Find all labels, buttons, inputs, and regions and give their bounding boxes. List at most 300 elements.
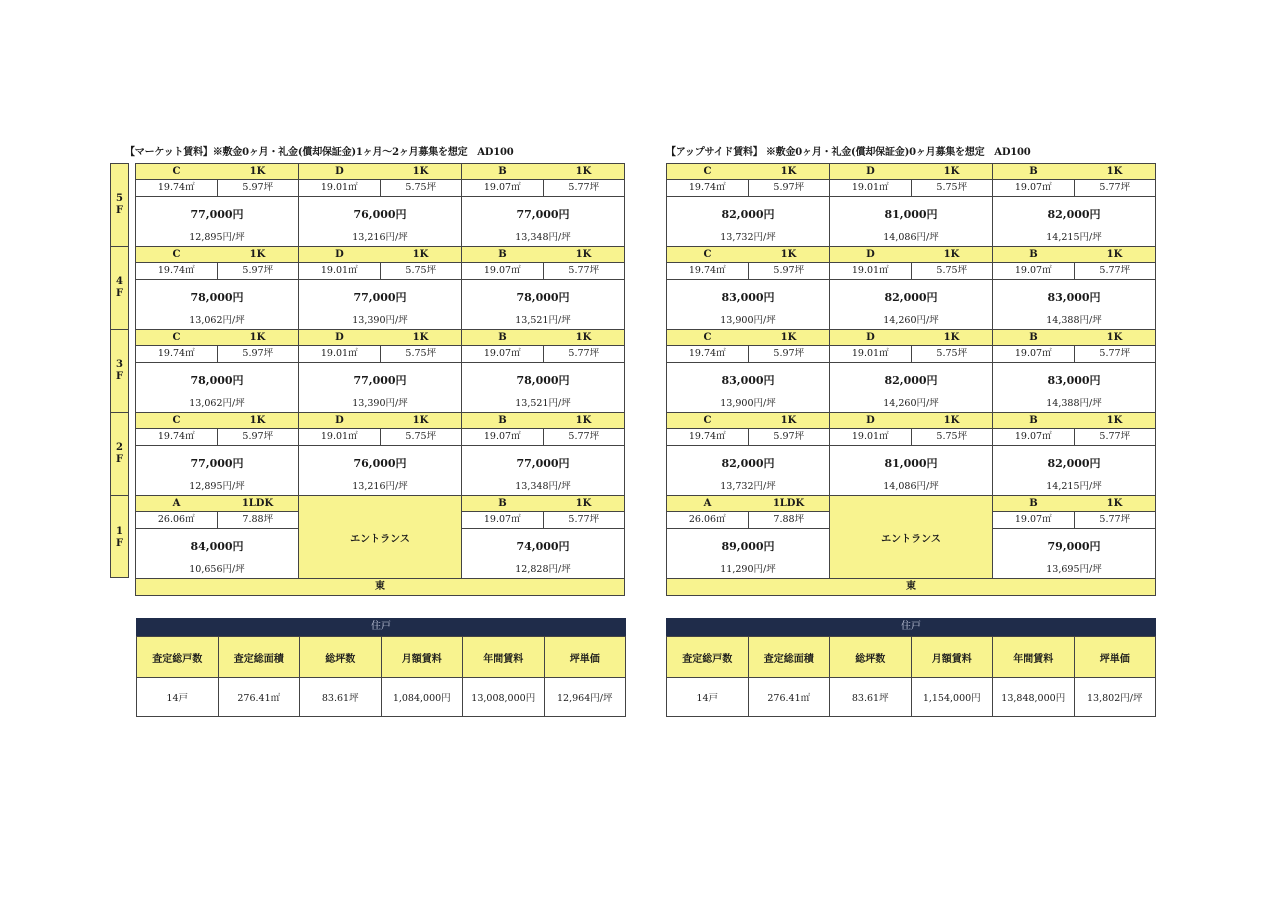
unit-rent-body [993,446,1155,495]
unit-size-row [993,180,1155,197]
summary-table [666,636,1156,717]
market-summary [136,618,626,717]
unit-rent: 76,000円 [353,457,407,470]
unit-rent: 82,000円 [1047,208,1101,221]
unit-area-sqm: 19.07㎡ [993,346,1075,362]
unit-layout: 1K [943,166,960,177]
unit-area-tsubo: 5.75坪 [405,182,437,193]
unit-area-sqm: 19.74㎡ [136,429,218,445]
unit-header [993,496,1155,512]
unit-rent-body [830,446,992,495]
unit-rent: 82,000円 [721,208,775,221]
unit-area-sqm: 19.07㎡ [462,180,544,196]
unit-layout: 1K [575,498,592,509]
unit-header [462,164,624,180]
unit-header [667,330,829,346]
upside-floor-rows [666,163,1156,596]
unit-layout: 1K [249,166,266,177]
unit-size-row [462,429,624,446]
unit-area-sqm: 19.07㎡ [462,512,544,528]
unit-area-tsubo: 5.77坪 [1099,265,1131,276]
unit-rent-per-tsubo: 12,828円/坪 [515,564,571,575]
unit-layout: 1K [249,249,266,260]
unit-rent: 82,000円 [721,457,775,470]
unit-rent-body [136,446,298,495]
unit-cell [830,330,993,412]
unit-rent: 81,000円 [884,457,938,470]
unit-type: B [498,332,507,343]
unit-rent-body [136,363,298,412]
unit-size-row [667,429,829,446]
unit-rent-per-tsubo: 13,900円/坪 [720,398,776,409]
unit-header [830,247,992,263]
summary-value-row [667,678,1156,717]
unit-header [462,247,624,263]
unit-cell [299,164,462,246]
market-rent-panel [110,145,602,592]
unit-rent-body [830,197,992,246]
unit-cell [993,164,1156,246]
unit-area-sqm: 19.74㎡ [136,263,218,279]
summary-header: 住戸 [666,618,1156,636]
unit-header [993,413,1155,429]
unit-layout: 1K [575,166,592,177]
unit-rent-per-tsubo: 13,695円/坪 [1046,564,1102,575]
unit-type: D [866,249,875,260]
unit-rent-per-tsubo: 13,900円/坪 [720,315,776,326]
unit-rent-per-tsubo: 14,086円/坪 [883,481,939,492]
unit-header [136,164,298,180]
summary-value: 83.61坪 [300,678,382,717]
unit-type: D [866,166,875,177]
unit-area-tsubo: 5.97坪 [773,182,805,193]
unit-rent-body [830,363,992,412]
unit-rent-per-tsubo: 14,215円/坪 [1046,232,1102,243]
summary-value: 1,154,000円 [911,678,993,717]
unit-rent-body [667,280,829,329]
unit-area-tsubo: 5.77坪 [1099,348,1131,359]
unit-rent-body [462,446,624,495]
unit-rent-body [993,529,1155,578]
unit-rent-body [462,363,624,412]
unit-header [667,247,829,263]
unit-rent-per-tsubo: 14,215円/坪 [1046,481,1102,492]
unit-type: B [498,249,507,260]
summary-column-header: 査定総面積 [218,637,300,678]
unit-type: D [335,415,344,426]
floor-row [135,495,625,578]
unit-area-tsubo: 5.75坪 [936,348,968,359]
unit-layout: 1K [575,415,592,426]
unit-area-sqm: 19.74㎡ [667,429,749,445]
floor-label: 5 F [111,164,128,247]
unit-rent-per-tsubo: 12,895円/坪 [189,481,245,492]
summary-value: 14戸 [667,678,749,717]
unit-layout: 1K [943,249,960,260]
floor-label: 3 F [111,330,128,413]
unit-rent-body [462,197,624,246]
unit-area-tsubo: 5.77坪 [1099,431,1131,442]
summary-header-row [137,637,626,678]
unit-rent-body [299,363,461,412]
unit-area-sqm: 19.01㎡ [299,429,381,445]
unit-area-sqm: 19.07㎡ [993,512,1075,528]
unit-size-row [993,263,1155,280]
unit-layout: 1K [412,415,429,426]
unit-layout: 1K [943,332,960,343]
unit-rent: 77,000円 [190,208,244,221]
unit-area-tsubo: 5.75坪 [405,265,437,276]
unit-cell [136,330,299,412]
market-floor-rows [135,163,625,596]
unit-rent: 78,000円 [190,374,244,387]
upside-rent-heading: 【アップサイド賃料】 ※敷金0ヶ月・礼金(償却保証金)0ヶ月募集を想定 AD100 [666,147,1031,158]
floor-row [666,246,1156,329]
unit-area-sqm: 19.74㎡ [136,180,218,196]
unit-size-row [462,180,624,197]
unit-area-tsubo: 5.75坪 [405,431,437,442]
summary-column-header: 査定総戸数 [667,637,749,678]
unit-rent-per-tsubo: 13,062円/坪 [189,315,245,326]
unit-layout: 1K [1106,166,1123,177]
floor-label-column [110,163,129,578]
unit-cell [299,330,462,412]
unit-cell [667,247,830,329]
unit-header [299,330,461,346]
unit-area-tsubo: 5.97坪 [242,182,274,193]
unit-size-row [299,180,461,197]
unit-type: C [172,166,181,177]
entrance-block: エントランス [299,496,462,578]
unit-size-row [462,512,624,529]
unit-area-tsubo: 5.77坪 [568,348,600,359]
unit-cell [462,330,625,412]
summary-value: 13,848,000円 [993,678,1075,717]
unit-area-sqm: 19.01㎡ [830,429,912,445]
unit-type: B [1029,415,1038,426]
summary-column-header: 年間賃料 [463,637,545,678]
unit-area-sqm: 19.01㎡ [830,180,912,196]
unit-rent: 83,000円 [1047,374,1101,387]
unit-cell [136,164,299,246]
east-label: 東 [666,578,1156,596]
unit-type: D [335,332,344,343]
unit-header [299,164,461,180]
unit-type: C [703,166,712,177]
unit-rent: 82,000円 [884,291,938,304]
unit-layout: 1K [575,332,592,343]
unit-size-row [830,429,992,446]
floor-row [135,246,625,329]
unit-header [667,164,829,180]
summary-column-header: 総坪数 [300,637,382,678]
unit-rent: 77,000円 [353,291,407,304]
unit-rent-body [299,197,461,246]
summary-value: 83.61坪 [830,678,912,717]
summary-value: 276.41㎡ [748,678,830,717]
unit-size-row [462,346,624,363]
unit-layout: 1K [780,166,797,177]
summary-column-header: 月額賃料 [911,637,993,678]
unit-size-row [136,512,298,529]
unit-rent-per-tsubo: 14,086円/坪 [883,232,939,243]
unit-area-sqm: 19.74㎡ [667,263,749,279]
floor-row [135,412,625,495]
unit-type: A [172,498,181,509]
unit-size-row [299,429,461,446]
unit-area-tsubo: 5.77坪 [568,514,600,525]
unit-area-sqm: 19.07㎡ [462,429,544,445]
unit-layout: 1K [1106,415,1123,426]
unit-header [830,330,992,346]
unit-area-sqm: 19.07㎡ [993,180,1075,196]
unit-area-tsubo: 5.75坪 [936,265,968,276]
unit-area-sqm: 19.74㎡ [667,346,749,362]
summary-header: 住戸 [136,618,626,636]
unit-type: C [703,249,712,260]
unit-rent-body [830,280,992,329]
summary-column-header: 総坪数 [830,637,912,678]
unit-area-tsubo: 5.77坪 [1099,182,1131,193]
unit-size-row [299,346,461,363]
unit-rent-per-tsubo: 14,388円/坪 [1046,315,1102,326]
unit-rent-body [993,280,1155,329]
unit-rent-body [667,363,829,412]
unit-rent-per-tsubo: 13,732円/坪 [720,232,776,243]
summary-column-header: 坪単価 [544,637,626,678]
unit-layout: 1K [1106,498,1123,509]
unit-rent-per-tsubo: 13,521円/坪 [515,315,571,326]
unit-rent-body [462,280,624,329]
floor-label: 1 F [115,525,124,549]
unit-rent-per-tsubo: 13,062円/坪 [189,398,245,409]
unit-area-sqm: 19.01㎡ [299,180,381,196]
unit-size-row [667,346,829,363]
unit-layout: 1K [780,415,797,426]
unit-size-row [830,263,992,280]
upside-summary [666,618,1156,717]
unit-header [993,247,1155,263]
unit-rent-per-tsubo: 13,390円/坪 [352,315,408,326]
unit-type: A [703,498,712,509]
unit-layout: 1K [1106,332,1123,343]
summary-column-header: 年間賃料 [993,637,1075,678]
unit-type: C [172,332,181,343]
unit-size-row [993,429,1155,446]
unit-size-row [667,180,829,197]
unit-rent: 83,000円 [721,374,775,387]
unit-type: B [498,415,507,426]
unit-area-sqm: 19.07㎡ [993,429,1075,445]
summary-value: 13,802円/坪 [1074,678,1156,717]
unit-size-row [136,346,298,363]
unit-layout: 1K [575,249,592,260]
unit-type: D [335,249,344,260]
unit-cell [667,413,830,495]
unit-size-row [830,180,992,197]
unit-header [462,330,624,346]
unit-header [299,413,461,429]
unit-cell [993,330,1156,412]
unit-area-sqm: 19.07㎡ [993,263,1075,279]
unit-rent: 77,000円 [516,208,570,221]
unit-rent-body [993,197,1155,246]
unit-cell [462,413,625,495]
unit-cell [993,496,1156,578]
unit-size-row [667,263,829,280]
summary-column-header: 査定総面積 [748,637,830,678]
floor-row [666,412,1156,495]
unit-header [667,413,829,429]
summary-value: 12,964円/坪 [544,678,626,717]
unit-size-row [993,512,1155,529]
unit-rent: 82,000円 [884,374,938,387]
unit-rent-per-tsubo: 13,521円/坪 [515,398,571,409]
unit-type: B [1029,498,1038,509]
floor-label: 2 F [111,413,128,496]
floor-row [135,329,625,412]
unit-area-sqm: 19.74㎡ [136,346,218,362]
unit-type: B [498,166,507,177]
unit-cell [830,247,993,329]
unit-header [136,413,298,429]
unit-header [993,164,1155,180]
unit-header [462,413,624,429]
unit-rent: 78,000円 [190,291,244,304]
unit-rent-per-tsubo: 10,656円/坪 [189,564,245,575]
summary-column-header: 査定総戸数 [137,637,219,678]
floor-row [135,163,625,246]
unit-area-tsubo: 5.77坪 [568,182,600,193]
unit-header [136,496,298,512]
unit-rent: 83,000円 [1047,291,1101,304]
unit-layout: 1K [780,332,797,343]
market-rent-heading: 【マーケット賃料】※敷金0ヶ月・礼金(償却保証金)1ヶ月〜2ヶ月募集を想定 AD100 [125,147,514,158]
unit-rent-per-tsubo: 11,290円/坪 [720,564,776,575]
unit-area-sqm: 19.74㎡ [667,180,749,196]
unit-rent-body [136,197,298,246]
unit-cell [299,247,462,329]
unit-rent-per-tsubo: 13,390円/坪 [352,398,408,409]
unit-cell [667,164,830,246]
unit-area-sqm: 19.01㎡ [299,346,381,362]
unit-rent: 77,000円 [516,457,570,470]
unit-layout: 1K [943,415,960,426]
unit-rent-per-tsubo: 13,348円/坪 [515,481,571,492]
unit-type: D [866,332,875,343]
unit-type: C [703,332,712,343]
unit-header [462,496,624,512]
unit-area-tsubo: 5.75坪 [405,348,437,359]
unit-rent: 77,000円 [353,374,407,387]
unit-type: B [1029,249,1038,260]
unit-cell [136,413,299,495]
unit-rent-per-tsubo: 13,216円/坪 [352,232,408,243]
unit-rent-body [299,446,461,495]
unit-layout: 1K [412,249,429,260]
unit-header [830,164,992,180]
floor-row [666,495,1156,578]
unit-rent: 79,000円 [1047,540,1101,553]
unit-rent-body [667,197,829,246]
unit-size-row [667,512,829,529]
unit-type: C [703,415,712,426]
unit-layout: 1LDK [241,498,274,509]
floor-label: 4 F [111,247,128,330]
summary-column-header: 月額賃料 [381,637,463,678]
unit-size-row [136,180,298,197]
unit-type: C [172,249,181,260]
unit-area-tsubo: 7.88坪 [242,514,274,525]
unit-area-sqm: 19.07㎡ [462,346,544,362]
unit-header [299,247,461,263]
unit-area-sqm: 19.01㎡ [830,346,912,362]
unit-layout: 1K [412,166,429,177]
unit-type: B [498,498,507,509]
unit-area-tsubo: 5.77坪 [1099,514,1131,525]
east-label: 東 [135,578,625,596]
unit-cell [136,247,299,329]
unit-rent: 74,000円 [516,540,570,553]
unit-rent: 76,000円 [353,208,407,221]
unit-cell [299,413,462,495]
unit-cell [830,164,993,246]
unit-cell [993,247,1156,329]
unit-rent-body [299,280,461,329]
unit-area-tsubo: 5.97坪 [242,265,274,276]
unit-cell [830,413,993,495]
unit-area-tsubo: 5.97坪 [773,265,805,276]
unit-layout: 1LDK [772,498,805,509]
unit-type: D [335,166,344,177]
unit-rent: 83,000円 [721,291,775,304]
unit-cell [462,164,625,246]
upside-rent-panel [666,145,1156,592]
unit-rent: 82,000円 [1047,457,1101,470]
unit-area-sqm: 26.06㎡ [667,512,749,528]
unit-rent-body [667,446,829,495]
unit-area-tsubo: 5.75坪 [936,182,968,193]
unit-rent-per-tsubo: 13,216円/坪 [352,481,408,492]
unit-rent: 89,000円 [721,540,775,553]
unit-rent: 81,000円 [884,208,938,221]
unit-cell [136,496,299,578]
unit-rent-per-tsubo: 12,895円/坪 [189,232,245,243]
unit-type: B [1029,166,1038,177]
unit-rent: 78,000円 [516,291,570,304]
unit-rent: 84,000円 [190,540,244,553]
unit-size-row [462,263,624,280]
unit-header [830,413,992,429]
unit-rent-per-tsubo: 14,260円/坪 [883,315,939,326]
summary-value: 13,008,000円 [463,678,545,717]
unit-area-tsubo: 5.97坪 [773,348,805,359]
unit-layout: 1K [780,249,797,260]
unit-area-sqm: 19.01㎡ [299,263,381,279]
unit-layout: 1K [249,415,266,426]
unit-header [136,330,298,346]
summary-value: 1,084,000円 [381,678,463,717]
unit-rent-per-tsubo: 14,260円/坪 [883,398,939,409]
unit-header [667,496,829,512]
unit-area-tsubo: 5.97坪 [242,348,274,359]
unit-area-tsubo: 7.88坪 [773,514,805,525]
unit-size-row [830,346,992,363]
unit-rent-body [667,529,829,578]
unit-rent-body [136,529,298,578]
unit-layout: 1K [249,332,266,343]
unit-cell [462,496,625,578]
